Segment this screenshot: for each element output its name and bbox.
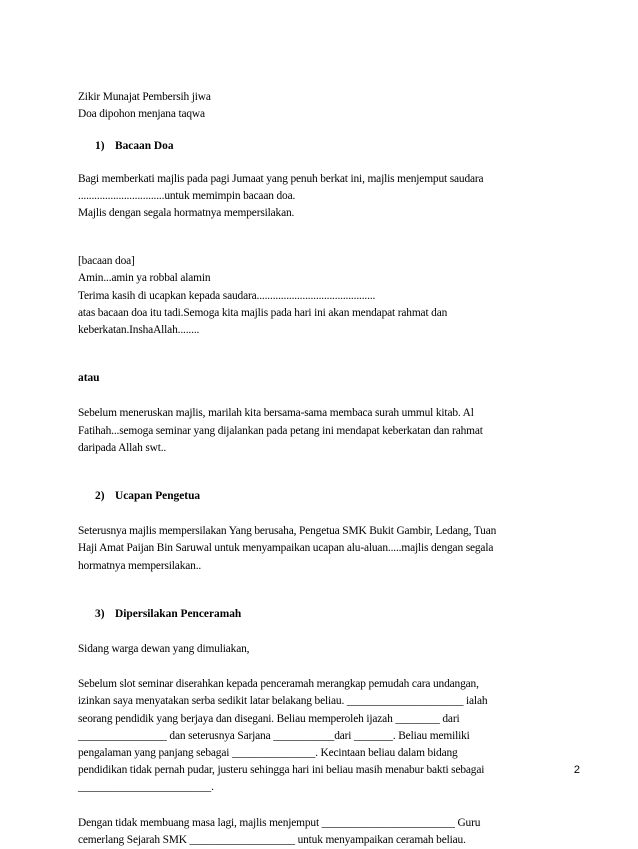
section-1-paragraph-1: [78, 171, 558, 223]
page-number: 2: [573, 764, 580, 776]
text-line: izinkan saya menyatakan serba sedikit latar belakang beliau. _____________________ ialah: [78, 695, 488, 708]
section-1-heading: [78, 138, 558, 155]
text-line: Bagi memberkati majlis pada pagi Jumaat yang penuh berkat ini, majlis menjemput saudara: [78, 172, 484, 185]
text-line: Amin...amin ya robbal alamin: [78, 272, 211, 285]
section-3-paragraph-2: [78, 815, 558, 849]
text-line: [bacaan doa]: [78, 255, 135, 268]
section-2-heading: [78, 488, 558, 505]
text-line: Dengan tidak membuang masa lagi, majlis menjemput ________________________ Guru: [78, 816, 481, 829]
text-line: pengalaman yang panjang sebagai _______________. Kecintaan beliau dalam bidang: [78, 747, 458, 760]
section-3-paragraph-1: [78, 676, 558, 796]
section-1-paragraph-2: [78, 253, 558, 339]
section-1-title: Bacaan Doa: [115, 140, 174, 153]
text-line: cemerlang Sejarah SMK ___________________ untuk menyampaikan ceramah beliau.: [78, 833, 466, 846]
section-1-number: 1): [95, 140, 105, 153]
text-line: Haji Amat Paijan Bin Saruwal untuk menyampaikan ucapan alu-aluan.....majlis dengan segala: [78, 542, 494, 555]
text-line: ________________________.: [78, 781, 214, 794]
text-line: pendidikan tidak pernah pudar, justeru sehingga hari ini beliau masih menabur bakti sebagai: [78, 764, 485, 777]
text-line: daripada Allah swt..: [78, 441, 167, 454]
document-body: [78, 89, 558, 849]
text-line: Fatihah...semoga seminar yang dijalankan pada petang ini mendapat keberkatan dan rahmat: [78, 424, 483, 437]
section-3-heading: [78, 606, 558, 623]
section-2-number: 2): [95, 490, 105, 503]
intro-line-2: Doa dipohon menjana taqwa: [78, 108, 205, 121]
text-line: Majlis dengan segala hormatnya mempersilakan.: [78, 207, 295, 220]
section-2-title: Ucapan Pengetua: [115, 490, 201, 503]
section-2-paragraph: [78, 523, 558, 575]
section-3-title: Dipersilakan Penceramah: [115, 607, 242, 620]
text-line: hormatnya mempersilakan..: [78, 559, 202, 572]
section-3-number: 3): [95, 607, 105, 620]
atau-paragraph: [78, 405, 558, 457]
text-line: keberkatan.InshaAllah........: [78, 324, 200, 337]
text-line: Seterusnya majlis mempersilakan Yang berusaha, Pengetua SMK Bukit Gambir, Ledang, Tuan: [78, 525, 497, 538]
intro-line-1: Zikir Munajat Pembersih jiwa: [78, 91, 211, 103]
section-3-greeting: Sidang warga dewan yang dimuliakan,: [78, 643, 250, 656]
text-line: ................................untuk memimpin bacaan doa.: [78, 189, 296, 202]
text-line: atas bacaan doa itu tadi.Semoga kita majlis pada hari ini akan mendapat rahmat dan: [78, 306, 448, 319]
atau-heading: atau: [78, 372, 100, 385]
text-line: ________________ dan seterusnya Sarjana ___________dari _______. Beliau memiliki: [78, 729, 470, 742]
text-line: Terima kasih di ucapkan kepada saudara............................................: [78, 289, 376, 302]
text-line: Sebelum meneruskan majlis, marilah kita bersama-sama membaca surah ummul kitab. Al: [78, 407, 474, 420]
text-line: seorang pendidik yang berjaya dan disegani. Beliau memperoleh ijazah ________ dari: [78, 712, 460, 725]
text-line: Sebelum slot seminar diserahkan kepada penceramah merangkap pemudah cara undangan,: [78, 678, 479, 691]
